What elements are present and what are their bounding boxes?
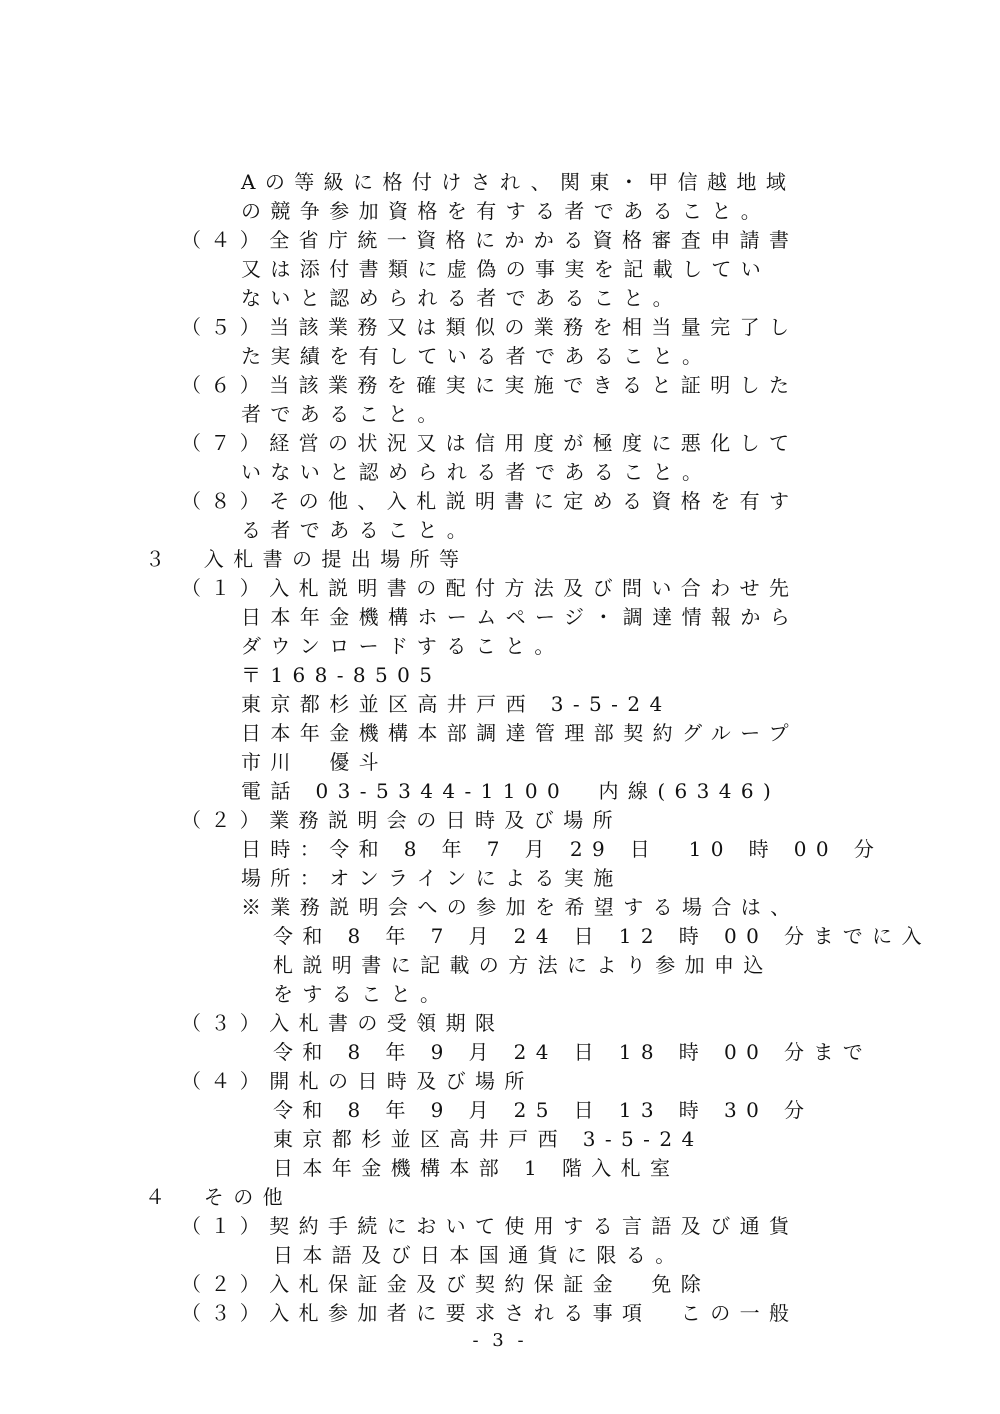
text-line: 市川 優斗 (241, 750, 388, 774)
text-line: （２）入札保証金及び契約保証金 免除 (181, 1272, 711, 1296)
text-line: 者であること。 (241, 402, 447, 426)
text-line: 東京都杉並区高井戸西 3-5-24 (273, 1127, 704, 1151)
text-line: 日本語及び日本国通貨に限る。 (273, 1243, 685, 1267)
text-line: ※業務説明会への参加を希望する場合は、 (241, 895, 800, 919)
text-line: ないと認められる者であること。 (241, 286, 682, 310)
text-line: （１）入札説明書の配付方法及び問い合わせ先 (181, 576, 799, 600)
text-line: （８）その他、入札説明書に定める資格を有す (181, 489, 799, 513)
text-line: 〒168-8505 (241, 663, 442, 687)
text-line: 令和 8 年 7 月 24 日 12 時 00 分までに入 (273, 924, 931, 948)
text-line: （６）当該業務を確実に実施できると証明した (181, 373, 799, 397)
text-line: 電話 03-5344-1100 内線(6346) (241, 779, 781, 803)
section-heading: ４ その他 (145, 1185, 292, 1209)
text-line: 令和 8 年 9 月 25 日 13 時 30 分 (273, 1098, 814, 1122)
text-line: 東京都杉並区高井戸西 3-5-24 (241, 692, 672, 716)
text-line: （４）開札の日時及び場所 (181, 1069, 534, 1093)
text-line: （３）入札書の受領期限 (181, 1011, 505, 1035)
text-line: （１）契約手続において使用する言語及び通貨 (181, 1214, 799, 1238)
text-line: 令和 8 年 9 月 24 日 18 時 00 分まで (273, 1040, 873, 1064)
text-line: 札説明書に記載の方法により参加申込 (273, 953, 773, 977)
text-line: 日本年金機構ホームページ・調達情報から (241, 605, 800, 629)
text-line: 日本年金機構本部調達管理部契約グループ (241, 721, 798, 745)
text-line: （３）入札参加者に要求される事項 この一般 (181, 1301, 799, 1325)
text-line: 日時：令和 8 年 7 月 29 日 10 時 00 分 (241, 837, 884, 861)
text-line: ダウンロードすること。 (241, 634, 564, 658)
text-line: た実績を有している者であること。 (241, 344, 712, 368)
section-heading: ３ 入札書の提出場所等 (145, 547, 469, 571)
text-line: （７）経営の状況又は信用度が極度に悪化して (181, 431, 799, 455)
page-number: - 3 - (472, 1330, 528, 1351)
text-line: （５）当該業務又は類似の業務を相当量完了し (181, 315, 799, 339)
text-line: （２）業務説明会の日時及び場所 (181, 808, 622, 832)
text-line: （４）全省庁統一資格にかかる資格審査申請書 (181, 228, 799, 252)
text-line: る者であること。 (241, 518, 477, 542)
text-line: 場所：オンラインによる実施 (241, 866, 623, 890)
text-line: Aの等級に格付けされ、関東・甲信越地域 (241, 170, 796, 194)
text-line: をすること。 (273, 982, 450, 1006)
text-line: 又は添付書類に虚偽の事実を記載してい (241, 257, 771, 281)
text-line: 日本年金機構本部 1 階入札室 (273, 1156, 680, 1180)
text-line: の競争参加資格を有する者であること。 (241, 199, 771, 223)
text-line: いないと認められる者であること。 (241, 460, 712, 484)
